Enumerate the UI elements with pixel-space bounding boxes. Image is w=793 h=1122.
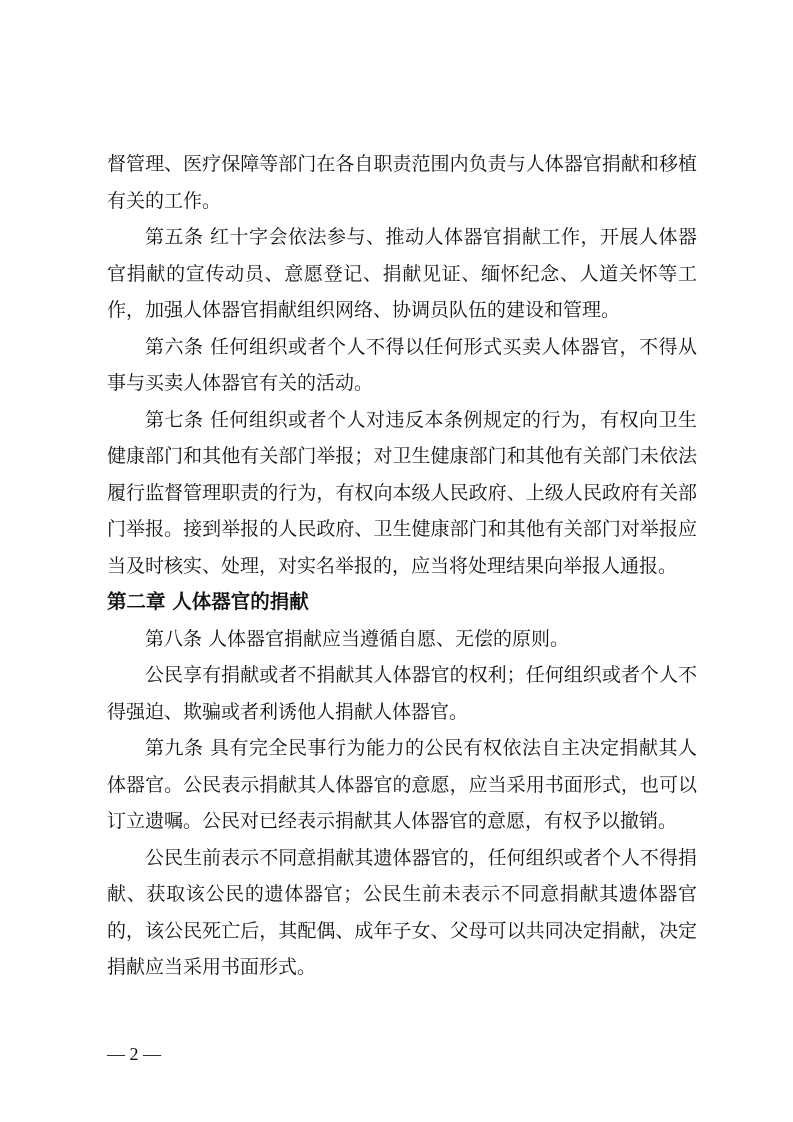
article-7-paragraph: 第七条 任何组织或者个人对违反本条例规定的行为，有权向卫生健康部门和其他有关部门举报；对卫生健康部门和其他有关部门未依法履行监督管理职责的行为，有权向本级人民政府、上级人民政府有关部门举报。接到举报的人民政府、卫生健康部门和其他有关部门对举报应当及时核实、处理，对实名举报的，应当将处理结果向举报人通报。 xyxy=(107,408,697,577)
article-9-paragraph: 第九条 具有完全民事行为能力的公民有权依法自主决定捐献其人体器官。公民表示捐献其人体器官的意愿，应当采用书面形式，也可以订立遗嘱。公民对已经表示捐献其人体器官的意愿，有权予以撤销。 xyxy=(107,737,697,832)
article-9-second-paragraph: 公民生前表示不同意捐献其遗体器官的，任何组织或者个人不得捐献、获取该公民的遗体器官；公民生前未表示不同意捐献其遗体器官的，该公民死亡后，其配偶、成年子女、父母可以共同决定捐献，决定捐献应当采用书面形式。 xyxy=(107,846,697,978)
chapter-heading: 第二章 人体器官的捐献 xyxy=(107,590,309,613)
document-body xyxy=(107,146,697,986)
article-6-paragraph: 第六条 任何组织或者个人不得以任何形式买卖人体器官，不得从事与买卖人体器官有关的活动。 xyxy=(107,335,697,394)
article-5-paragraph: 第五条 红十字会依法参与、推动人体器官捐献工作，开展人体器官捐献的宣传动员、意愿登记、捐献见证、缅怀纪念、人道关怀等工作，加强人体器官捐献组织网络、协调员队伍的建设和管理。 xyxy=(107,226,697,321)
page-number: — 2 — xyxy=(107,1044,161,1064)
article-8-paragraph: 第八条 人体器官捐献应当遵循自愿、无偿的原则。 xyxy=(145,627,570,650)
article-8-second-paragraph: 公民享有捐献或者不捐献其人体器官的权利；任何组织或者个人不得强迫、欺骗或者利诱他人捐献人体器官。 xyxy=(107,664,697,723)
paragraph-continuation: 督管理、医疗保障等部门在各自职责范围内负责与人体器官捐献和移植有关的工作。 xyxy=(107,153,697,212)
